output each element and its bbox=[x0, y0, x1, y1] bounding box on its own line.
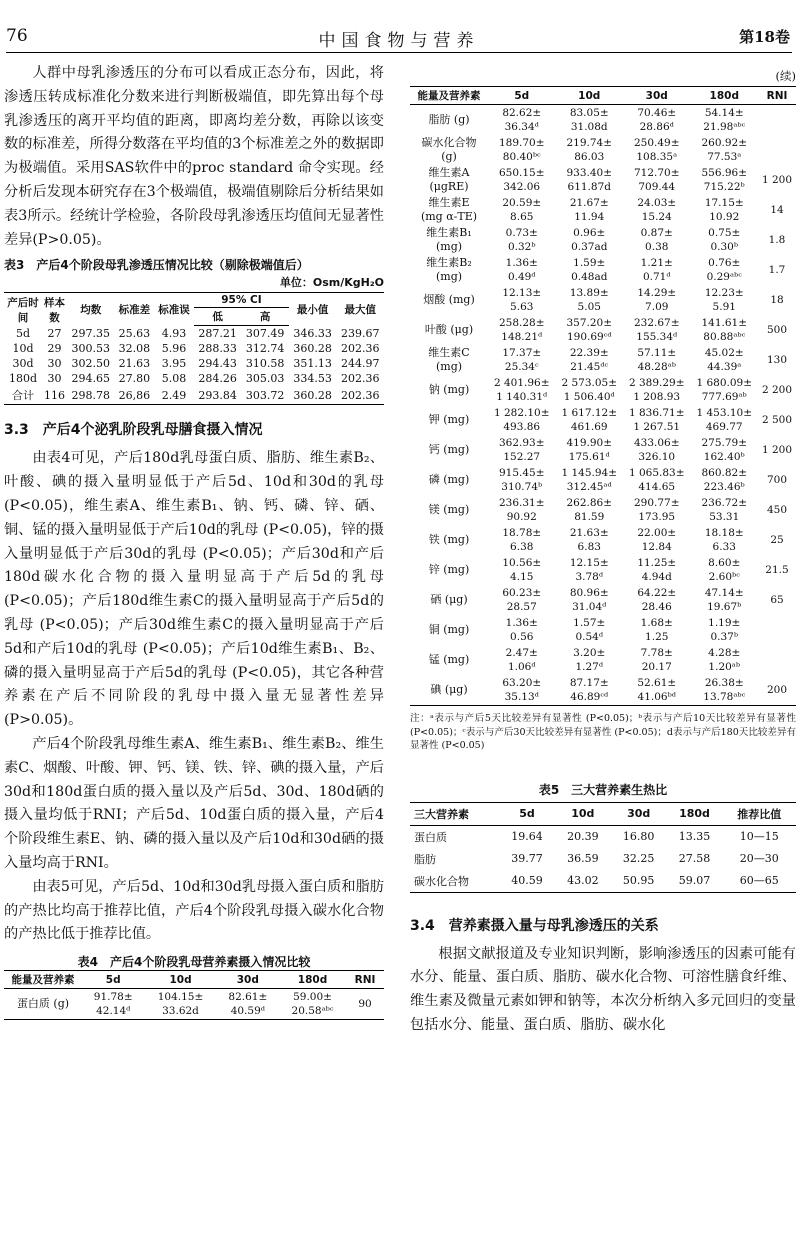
t3-cell: 5.08 bbox=[161, 372, 187, 386]
intake-value: 104.15± 33.62d bbox=[144, 989, 216, 1020]
table-row bbox=[4, 341, 384, 356]
intake-value: 3.20± 1.27ᵈ bbox=[573, 647, 606, 673]
t3-cell: 297.35 bbox=[71, 327, 110, 341]
t5-cell: 蛋白质 bbox=[414, 830, 447, 844]
intake-value: 357.20± 190.69ᶜᵈ bbox=[566, 317, 613, 343]
t3-cell: 32.08 bbox=[118, 342, 151, 356]
intake-value: 1 453.10± 469.77 bbox=[696, 407, 753, 433]
intake-value: 1 065.83± 414.65 bbox=[628, 467, 685, 493]
table-row bbox=[4, 386, 384, 405]
rni-value: 1.7 bbox=[768, 264, 786, 276]
t3-cell: 294.43 bbox=[198, 357, 237, 371]
table-row bbox=[4, 371, 384, 386]
left-column bbox=[4, 62, 384, 1020]
intake-value: 12.23± 5.91 bbox=[704, 287, 744, 313]
intake-value: 236.72± 53.31 bbox=[701, 497, 748, 523]
t3-cell: 合计 bbox=[4, 386, 42, 405]
intake-value: 7.78± 20.17 bbox=[640, 647, 673, 673]
intake-value: 82.62± 36.34ᵈ bbox=[502, 107, 542, 133]
nutrient-name: 铁 (mg) bbox=[428, 533, 470, 546]
intake-value: 1.57± 0.54ᵈ bbox=[573, 617, 606, 643]
intake-value: 91.78± 42.14ᵈ bbox=[82, 989, 144, 1020]
intake-value: 262.86± 81.59 bbox=[566, 497, 613, 523]
t4-head-cell: RNI bbox=[758, 87, 796, 105]
t3-cell: 21.63 bbox=[118, 357, 151, 371]
intake-value: 419.90± 175.61ᵈ bbox=[566, 437, 613, 463]
t3-cell: 300.53 bbox=[71, 342, 110, 356]
table4-continued-label: (续) bbox=[775, 69, 796, 83]
t3-cell: 202.36 bbox=[340, 372, 380, 386]
table4-part2 bbox=[410, 86, 796, 706]
intake-value: 18.78± 6.38 bbox=[502, 527, 542, 553]
t3-head-sd: 标准差 bbox=[115, 293, 155, 326]
nutrient-name: 脂肪 (g) bbox=[428, 113, 470, 126]
t3-cell: 305.03 bbox=[245, 372, 285, 386]
paragraph-3-3-a: 由表4可见，产后180d乳母蛋白质、脂肪、维生素B₂、叶酸、碘的摄入量明显低于产后5d、10d和30d的乳母 (P<0.05)，维生素A、维生素B₁、钠、钙、磷、锌、硒、铜、锰的摄入量明显低于产后10d的乳母 (P<0.05)，锌的摄入量明显低于产后30d的乳母 (P<0.05)；产后30d和产后180d碳水化合物的摄入量明显高于产后5d的乳母 (P<0.05)；产后180d维生素C的摄入量明显高于产后5d的乳母 (P<0.05)；产后30d维生素C的摄入量明显高于产后5d和产后10d的乳母 (P<0.05)；产后10d维生素B₁、B₂、磷的摄入量明显高于产后5d的乳母 (P<0.05)，其它各种营养素在产后不同阶段的乳母中摄入量无显著性差异 (P>0.05)。 bbox=[4, 450, 384, 729]
intake-value: 1 680.09± 777.69ᵃᵇ bbox=[696, 377, 753, 403]
table-row bbox=[410, 495, 796, 525]
intake-value: 59.00± 20.58ᵃᵇᶜ bbox=[279, 989, 346, 1020]
intake-value: 26.38± 13.78ᵃᵇᶜ bbox=[691, 675, 759, 706]
table-row bbox=[410, 848, 796, 870]
intake-value: 232.67± 155.34ᵈ bbox=[633, 317, 680, 343]
intake-value: 63.20± 35.13ᵈ bbox=[488, 675, 556, 706]
intake-value: 0.96± 0.37ad bbox=[571, 227, 608, 253]
table-row bbox=[410, 435, 796, 465]
table-row bbox=[410, 585, 796, 615]
intake-value: 712.70± 709.44 bbox=[633, 167, 680, 193]
nutrient-name: 烟酸 (mg) bbox=[423, 293, 475, 306]
page-number: 76 bbox=[6, 26, 28, 46]
intake-value: 1.68± 1.25 bbox=[640, 617, 673, 643]
nutrient-name: 碳水化合物 (g) bbox=[421, 136, 477, 163]
t3-cell: 202.36 bbox=[336, 386, 384, 405]
intake-value: 20.59± 8.65 bbox=[502, 197, 542, 223]
table-row bbox=[410, 825, 796, 848]
t3-cell: 180d bbox=[8, 372, 38, 386]
nutrient-name: 钠 (mg) bbox=[428, 383, 470, 396]
intake-value: 141.61± 80.88ᵃᵇᶜ bbox=[701, 317, 748, 343]
intake-value: 275.79± 162.40ᵇ bbox=[701, 437, 748, 463]
t3-head-max: 最大值 bbox=[336, 293, 384, 326]
nutrient-name: 锰 (mg) bbox=[428, 653, 470, 666]
table-row bbox=[410, 525, 796, 555]
t5-head-cell: 推荐比值 bbox=[722, 802, 796, 825]
table-row bbox=[410, 345, 796, 375]
intake-value: 10.56± 4.15 bbox=[502, 557, 542, 583]
intake-value: 1.36± 0.49ᵈ bbox=[505, 257, 538, 283]
t4-head-cell: RNI bbox=[346, 971, 384, 989]
t3-cell: 360.28 bbox=[289, 386, 337, 405]
intake-value: 22.39± 21.45ᵈᶜ bbox=[569, 347, 609, 373]
t3-cell: 26,86 bbox=[115, 386, 155, 405]
right-column bbox=[410, 56, 796, 1038]
t5-head-cell: 180d bbox=[667, 802, 723, 825]
t3-cell: 27 bbox=[47, 327, 62, 341]
t5-cell: 32.25 bbox=[622, 852, 655, 865]
intake-value: 433.06± 326.10 bbox=[633, 437, 680, 463]
intake-value: 83.05± 31.08d bbox=[569, 107, 609, 133]
table-row bbox=[4, 356, 384, 371]
t3-cell: 10d bbox=[12, 342, 34, 356]
nutrient-name: 钾 (mg) bbox=[428, 413, 470, 426]
nutrient-name: 钙 (mg) bbox=[428, 443, 470, 456]
intake-value: 12.13± 5.63 bbox=[502, 287, 542, 313]
intake-value: 1 617.12± 461.69 bbox=[561, 407, 618, 433]
intake-value: 82.61± 40.59ᵈ bbox=[217, 989, 279, 1020]
t5-cell: 16.80 bbox=[622, 830, 655, 843]
t3-cell: 27.80 bbox=[118, 372, 151, 386]
table-row bbox=[410, 555, 796, 585]
rni-value: 2 200 bbox=[761, 384, 793, 396]
t4-head-cell: 30d bbox=[217, 971, 279, 989]
t3-cell: 298.78 bbox=[67, 386, 115, 405]
t5-cell: 60—65 bbox=[722, 870, 796, 893]
t3-cell: 346.33 bbox=[293, 327, 332, 341]
intake-value: 556.96± 715.22ᵇ bbox=[701, 167, 748, 193]
nutrient-name: 维生素A (μgRE) bbox=[428, 166, 470, 193]
table-row bbox=[410, 165, 796, 195]
table4-part1 bbox=[4, 970, 384, 1020]
intake-value: 64.22± 28.46 bbox=[637, 587, 677, 613]
t3-cell: 334.53 bbox=[293, 372, 332, 386]
intake-value: 22.00± 12.84 bbox=[637, 527, 677, 553]
t3-cell: 116 bbox=[42, 386, 67, 405]
t5-cell: 20.39 bbox=[567, 830, 599, 843]
t3-cell: 307.49 bbox=[245, 327, 285, 341]
intake-value: 2 401.96± 1 140.31ᵈ bbox=[493, 377, 550, 403]
intake-value: 362.93± 152.27 bbox=[498, 437, 545, 463]
intake-value: 1 145.94± 312.45ᵃᵈ bbox=[561, 467, 618, 493]
t4-head-cell: 180d bbox=[279, 971, 346, 989]
rni-value: 14 bbox=[770, 204, 784, 216]
rni-value: 130 bbox=[766, 354, 788, 366]
intake-value: 17.37± 25.34ᶜ bbox=[502, 347, 542, 373]
t5-cell: 19.64 bbox=[511, 830, 543, 843]
t3-cell: 3.95 bbox=[161, 357, 187, 371]
intake-value: 18.18± 6.33 bbox=[704, 527, 744, 553]
nutrient-name: 维生素C (mg) bbox=[428, 346, 470, 373]
rni-value: 25 bbox=[770, 534, 784, 546]
t3-cell: 5d bbox=[15, 327, 31, 341]
paragraph-3-4: 根据文献报道及专业知识判断，影响渗透压的因素可能有水分、能量、蛋白质、脂肪、碳水化合物、可溶性膳食纤维、维生素及微量元素如钾和钠等，本次分析纳入多元回归的变量包括水分、能量、蛋白质、脂肪、碳水化 bbox=[410, 945, 796, 1033]
t5-cell: 10—15 bbox=[739, 830, 779, 843]
t3-cell: 287.21 bbox=[198, 327, 237, 341]
t3-cell: 302.50 bbox=[71, 357, 110, 371]
rni-value: 1 200 bbox=[761, 444, 793, 456]
t3-cell: 293.84 bbox=[194, 386, 242, 405]
table-row bbox=[4, 326, 384, 342]
intake-value: 11.25± 4.94d bbox=[637, 557, 677, 583]
t5-cell: 27.58 bbox=[678, 852, 711, 865]
table-row bbox=[410, 405, 796, 435]
volume-label: 第18卷 bbox=[739, 28, 790, 46]
nutrient-name: 维生素E (mg α-TE) bbox=[420, 196, 478, 223]
table4-note: 注：ᵃ表示与产后5天比较差异有显著性 (P<0.05)；ᵇ表示与产后10天比较差异有显著性 (P<0.05)；ᶜ表示与产后30天比较差异有显著性 (P<0.05)；d表示与产后180天比较差异有显著性 (P<0.05) bbox=[410, 713, 796, 751]
t4-head-cell: 能量及营养素 bbox=[4, 971, 82, 989]
rni-value bbox=[758, 645, 796, 675]
t3-cell: 312.74 bbox=[245, 342, 285, 356]
nutrient-name: 维生素B₂ (mg) bbox=[426, 256, 472, 283]
table3 bbox=[4, 292, 384, 405]
table-row bbox=[4, 989, 384, 1020]
intake-value: 1 836.71± 1 267.51 bbox=[628, 407, 685, 433]
section-3-3-heading: 3.3 产后4个泌乳阶段乳母膳食摄入情况 bbox=[4, 422, 263, 439]
rni-value: 1 200 bbox=[761, 174, 793, 186]
intake-value: 2.47± 1.06ᵈ bbox=[505, 647, 538, 673]
t5-head-cell: 5d bbox=[499, 802, 555, 825]
t4-head-cell: 5d bbox=[82, 971, 144, 989]
intake-value: 17.15± 10.92 bbox=[704, 197, 744, 223]
intake-value: 47.14± 19.67ᵇ bbox=[704, 587, 744, 613]
intake-value: 189.70± 80.40ᵇᶜ bbox=[498, 137, 545, 163]
table-row bbox=[410, 315, 796, 345]
paragraph-3-3-b: 产后4个阶段乳母维生素A、维生素B₁、维生素B₂、维生素C、烟酸、叶酸、钾、钙、镁、铁、锌、碘的摄入量，产后30d和180d蛋白质的摄入量以及产后5d、30d、180d硒的摄入量均低于RNI；产后5d、10d蛋白质的摄入量，产后4个阶段维生素E、钠、磷的摄入量以及产后10d和30d硒的摄入量均高于RNI。 bbox=[4, 735, 384, 871]
t5-cell: 40.59 bbox=[499, 870, 555, 893]
paragraph-3-3-c: 由表5可见，产后5d、10d和30d乳母摄入蛋白质和脂肪的产热比均高于推荐比值，产后4个阶段乳母摄入碳水化合物的产热比低于推荐比值。 bbox=[4, 878, 384, 943]
intake-value: 80.96± 31.04ᵈ bbox=[569, 587, 609, 613]
t4-head-cell: 30d bbox=[623, 87, 691, 105]
t3-cell: 310.58 bbox=[245, 357, 285, 371]
table-row bbox=[410, 105, 796, 136]
t5-cell: 43.02 bbox=[555, 870, 611, 893]
table4-caption: 表4 产后4个阶段乳母营养素摄入情况比较 bbox=[77, 955, 311, 970]
t3-head-ci-high: 高 bbox=[241, 308, 289, 326]
t5-head-cell: 30d bbox=[611, 802, 667, 825]
intake-value: 45.02± 44.39ᵃ bbox=[704, 347, 744, 373]
t3-cell: 303.72 bbox=[241, 386, 289, 405]
table-row bbox=[410, 135, 796, 165]
t3-head-ci: 95% CI bbox=[194, 293, 289, 308]
rni-value: 90 bbox=[346, 989, 384, 1020]
intake-value: 915.45± 310.74ᵇ bbox=[498, 467, 545, 493]
intake-value: 219.74± 86.03 bbox=[566, 137, 613, 163]
t3-head-mean: 均数 bbox=[67, 293, 115, 326]
rni-value bbox=[758, 105, 796, 136]
page-header bbox=[0, 0, 798, 52]
intake-value: 290.77± 173.95 bbox=[633, 497, 680, 523]
rni-value: 2 500 bbox=[761, 414, 793, 426]
intake-value: 250.49± 108.35ᵃ bbox=[633, 137, 680, 163]
intake-value: 57.11± 48.28ᵃᵇ bbox=[637, 347, 677, 373]
nutrient-name: 硒 (μg) bbox=[430, 593, 468, 606]
intake-value: 1.36± 0.56 bbox=[505, 617, 538, 643]
t3-cell: 29 bbox=[47, 342, 62, 356]
intake-value: 0.87± 0.38 bbox=[640, 227, 673, 253]
t3-head-ci-low: 低 bbox=[194, 308, 242, 326]
t4-head-cell: 180d bbox=[691, 87, 759, 105]
t3-cell: 5.96 bbox=[161, 342, 187, 356]
table-row bbox=[410, 375, 796, 405]
intake-value: 21.63± 6.83 bbox=[569, 527, 609, 553]
rni-value bbox=[758, 615, 796, 645]
intake-value: 236.31± 90.92 bbox=[498, 497, 545, 523]
table5-caption: 表5 三大营养素生热比 bbox=[538, 782, 668, 797]
intake-value: 2 573.05± 1 506.40ᵈ bbox=[561, 377, 618, 403]
t3-cell: 30 bbox=[47, 372, 62, 386]
rni-value: 65 bbox=[770, 594, 784, 606]
t3-cell: 284.26 bbox=[198, 372, 237, 386]
rni-value: 200 bbox=[758, 675, 796, 706]
nutrient-name: 铜 (mg) bbox=[428, 623, 470, 636]
t3-cell: 294.65 bbox=[71, 372, 110, 386]
t3-cell: 25.63 bbox=[118, 327, 151, 341]
intake-value: 4.28± 1.20ᵃᵇ bbox=[708, 647, 741, 673]
t3-cell: 244.97 bbox=[340, 357, 380, 371]
intake-value: 1.21± 0.71ᵈ bbox=[640, 257, 673, 283]
table-row bbox=[410, 615, 796, 645]
t3-cell: 351.13 bbox=[293, 357, 332, 371]
t5-head-cell: 三大营养素 bbox=[410, 802, 499, 825]
rni-value: 500 bbox=[766, 324, 788, 336]
t5-cell: 59.07 bbox=[667, 870, 723, 893]
rni-value: 1.8 bbox=[768, 234, 786, 246]
t5-cell: 20—30 bbox=[739, 852, 779, 865]
intake-value: 0.76± 0.29ᵃᵇᶜ bbox=[706, 257, 742, 283]
table-row bbox=[410, 645, 796, 675]
table5 bbox=[410, 802, 796, 893]
intake-value: 54.14± 21.98ᵃᵇᶜ bbox=[703, 107, 746, 133]
table-row bbox=[410, 195, 796, 225]
rni-value: 18 bbox=[770, 294, 784, 306]
intake-value: 60.23± 28.57 bbox=[502, 587, 542, 613]
intake-value: 8.60± 2.60ᵇᶜ bbox=[708, 557, 741, 583]
nutrient-name: 碘 (μg) bbox=[410, 675, 488, 706]
section-3-4-heading: 3.4 营养素摄入量与母乳渗透压的关系 bbox=[410, 917, 659, 934]
table-row bbox=[410, 465, 796, 495]
intake-value: 650.15± 342.06 bbox=[498, 167, 545, 193]
table-row bbox=[410, 225, 796, 255]
rni-value: 450 bbox=[766, 504, 788, 516]
nutrient-name: 锌 (mg) bbox=[428, 563, 470, 576]
t3-cell: 288.33 bbox=[198, 342, 237, 356]
table3-unit: 单位：Osm/KgH₂O bbox=[279, 276, 384, 290]
intake-value: 0.73± 0.32ᵇ bbox=[505, 227, 538, 253]
t3-cell: 360.28 bbox=[293, 342, 332, 356]
nutrient-name: 叶酸 (μg) bbox=[424, 323, 474, 336]
header-rule bbox=[6, 52, 792, 53]
t3-cell: 30 bbox=[47, 357, 62, 371]
table-row bbox=[410, 870, 796, 893]
t4-head-cell: 10d bbox=[144, 971, 216, 989]
intake-value: 260.92± 77.53ᵃ bbox=[701, 137, 748, 163]
t3-cell: 4.93 bbox=[161, 327, 187, 341]
intake-value: 70.46± 28.86ᵈ bbox=[637, 107, 677, 133]
intake-value: 13.89± 5.05 bbox=[569, 287, 609, 313]
rni-value: 21.5 bbox=[765, 564, 789, 576]
intake-value: 52.61± 41.06ᵇᵈ bbox=[623, 675, 691, 706]
t4-head-cell: 能量及营养素 bbox=[410, 87, 488, 105]
intake-value: 0.75± 0.30ᵇ bbox=[708, 227, 741, 253]
table-row bbox=[410, 255, 796, 285]
rni-value: 700 bbox=[766, 474, 788, 486]
t5-cell: 36.59 bbox=[567, 852, 599, 865]
intro-paragraph: 人群中母乳渗透压的分布可以看成正态分布，因此，将渗透压转成标准化分数来进行判断极端值，即先算出每个母乳渗透压的离开平均值的距离，即离均差分数，再除以该变数的标准差，所得分数落在平均值的3个标准差之外的数据即为极端值。采用SAS软件中的proc standard 命令实现。经分析后发现本研究存在3个极端值，极端值剔除后分析结果如表3所示。经统计学检验，各阶段母乳渗透压均值间无显著性差异(P>0.05)。 bbox=[4, 65, 384, 248]
intake-value: 24.03± 15.24 bbox=[637, 197, 677, 223]
intake-value: 860.82± 223.46ᵇ bbox=[701, 467, 748, 493]
t3-head-min: 最小值 bbox=[289, 293, 337, 326]
nutrient-name: 维生素B₁ (mg) bbox=[426, 226, 472, 253]
nutrient-name: 蛋白质 (g) bbox=[4, 989, 82, 1020]
t5-cell: 39.77 bbox=[511, 852, 543, 865]
t3-head-period: 产后时间 bbox=[4, 293, 42, 326]
intake-value: 258.28± 148.21ᵈ bbox=[498, 317, 545, 343]
nutrient-name: 镁 (mg) bbox=[428, 503, 470, 516]
rni-value bbox=[758, 135, 796, 165]
t5-cell: 脂肪 bbox=[414, 852, 436, 866]
nutrient-name: 磷 (mg) bbox=[428, 473, 470, 486]
intake-value: 1.19± 0.37ᵇ bbox=[708, 617, 741, 643]
intake-value: 12.15± 3.78ᵈ bbox=[569, 557, 609, 583]
t3-cell: 2.49 bbox=[154, 386, 194, 405]
t3-cell: 30d bbox=[12, 357, 34, 371]
t3-cell: 239.67 bbox=[340, 327, 380, 341]
table-row bbox=[410, 675, 796, 706]
intake-value: 87.17± 46.89ᶜᵈ bbox=[556, 675, 624, 706]
intake-value: 933.40± 611.87d bbox=[566, 167, 613, 193]
t5-cell: 50.95 bbox=[611, 870, 667, 893]
t4-head-cell: 10d bbox=[556, 87, 624, 105]
table-row bbox=[410, 285, 796, 315]
t3-head-n: 样本数 bbox=[42, 293, 67, 326]
t5-cell: 13.35 bbox=[678, 830, 711, 843]
t5-head-cell: 10d bbox=[555, 802, 611, 825]
intake-value: 21.67± 11.94 bbox=[569, 197, 609, 223]
intake-value: 1 282.10± 493.86 bbox=[493, 407, 550, 433]
t5-cell: 碳水化合物 bbox=[410, 870, 499, 893]
journal-title: 中国食物与营养 bbox=[318, 31, 480, 51]
intake-value: 1.59± 0.48ad bbox=[571, 257, 608, 283]
t3-head-se: 标准误 bbox=[154, 293, 194, 326]
t4-head-cell: 5d bbox=[488, 87, 556, 105]
intake-value: 14.29± 7.09 bbox=[637, 287, 677, 313]
intake-value: 2 389.29± 1 208.93 bbox=[628, 377, 685, 403]
table3-caption: 表3 产后4个阶段母乳渗透压情况比较（剔除极端值后） bbox=[4, 258, 309, 273]
t3-cell: 202.36 bbox=[340, 342, 380, 356]
